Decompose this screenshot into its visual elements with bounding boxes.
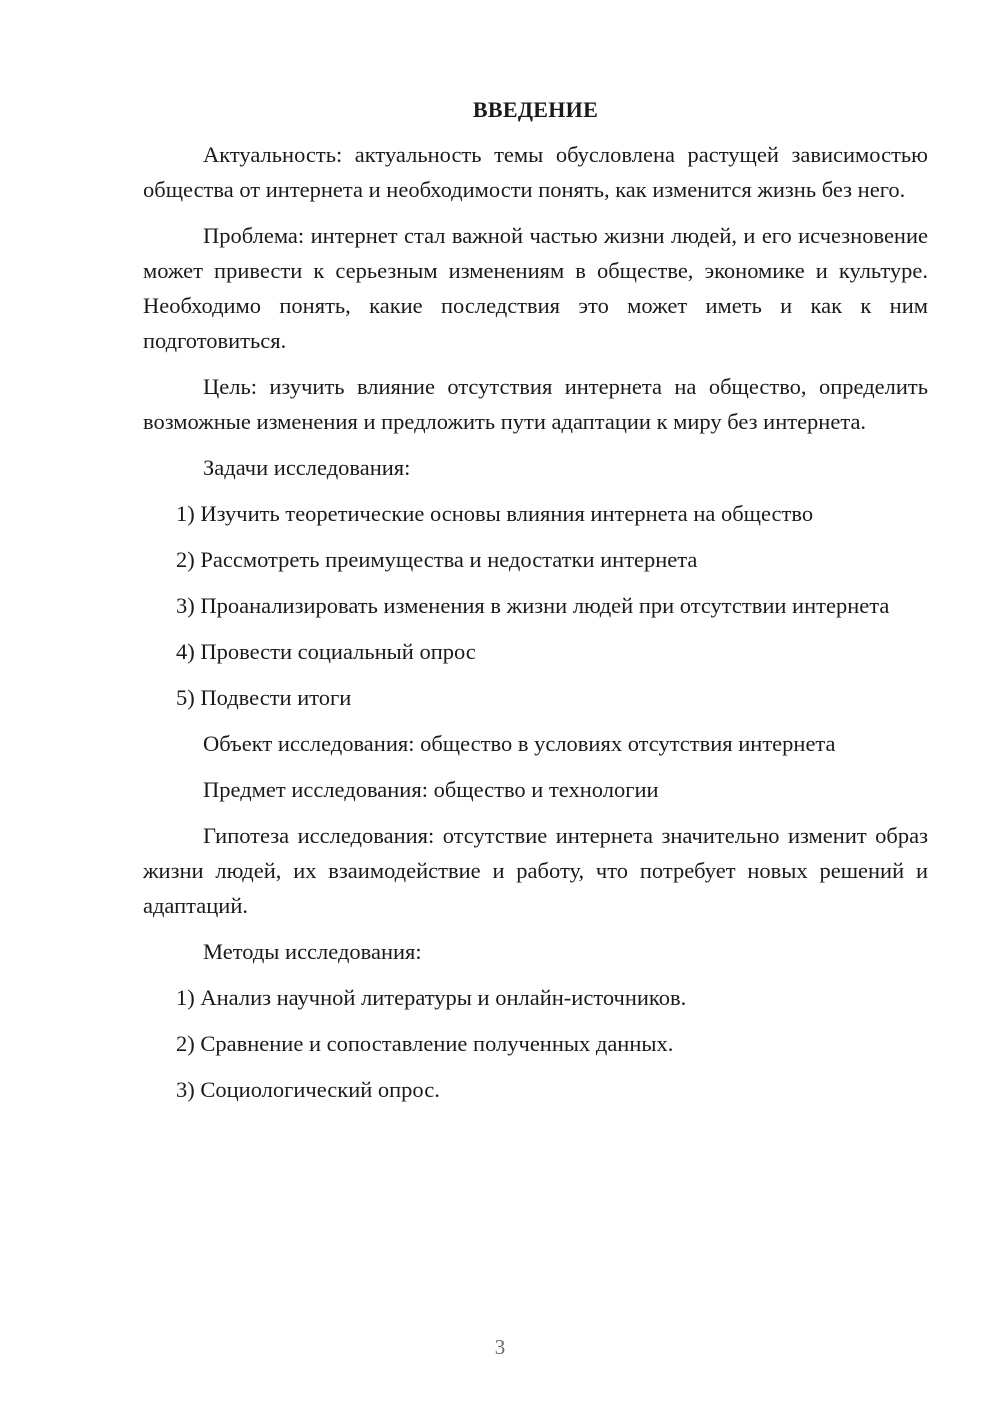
task-item: 1) Изучить теоретические основы влияния интернета на общество [176,501,814,526]
method-item: 1) Анализ научной литературы и онлайн-источников. [176,985,687,1010]
hypothesis-paragraph: Гипотеза исследования: отсутствие интернета значительно изменит образ жизни людей, их взаимодействие и работу, что потребует новых решений и адаптаций. [143,823,928,918]
page-number: 3 [494,1335,506,1359]
goal-paragraph: Цель: изучить влияние отсутствия интернета на общество, определить возможные изменения и предложить пути адаптации к миру без интернета. [143,374,928,434]
problem-paragraph: Проблема: интернет стал важной частью жизни людей, и его исчезновение может привести к серьезным изменениям в обществе, экономике и культуре. Необходимо понять, какие последствия это может иметь и как к ним подготовиться. [143,223,928,353]
tasks-heading: Задачи исследования: [203,455,411,480]
document-body [143,92,928,1118]
task-item: 4) Провести социальный опрос [176,639,476,664]
section-title: ВВЕДЕНИЕ [472,97,599,122]
task-item: 3) Проанализировать изменения в жизни людей при отсутствии интернета [176,593,890,618]
methods-heading: Методы исследования: [203,939,422,964]
method-item: 3) Социологический опрос. [176,1077,440,1102]
relevance-paragraph: Актуальность: актуальность темы обусловлена растущей зависимостью общества от интернета и необходимости понять, как изменится жизнь без него. [143,142,928,202]
task-item: 2) Рассмотреть преимущества и недостатки интернета [176,547,698,572]
subject-paragraph: Предмет исследования: общество и технологии [203,777,659,802]
method-item: 2) Сравнение и сопоставление полученных данных. [176,1031,674,1056]
task-item: 5) Подвести итоги [176,685,352,710]
object-paragraph: Объект исследования: общество в условиях отсутствия интернета [203,731,836,756]
